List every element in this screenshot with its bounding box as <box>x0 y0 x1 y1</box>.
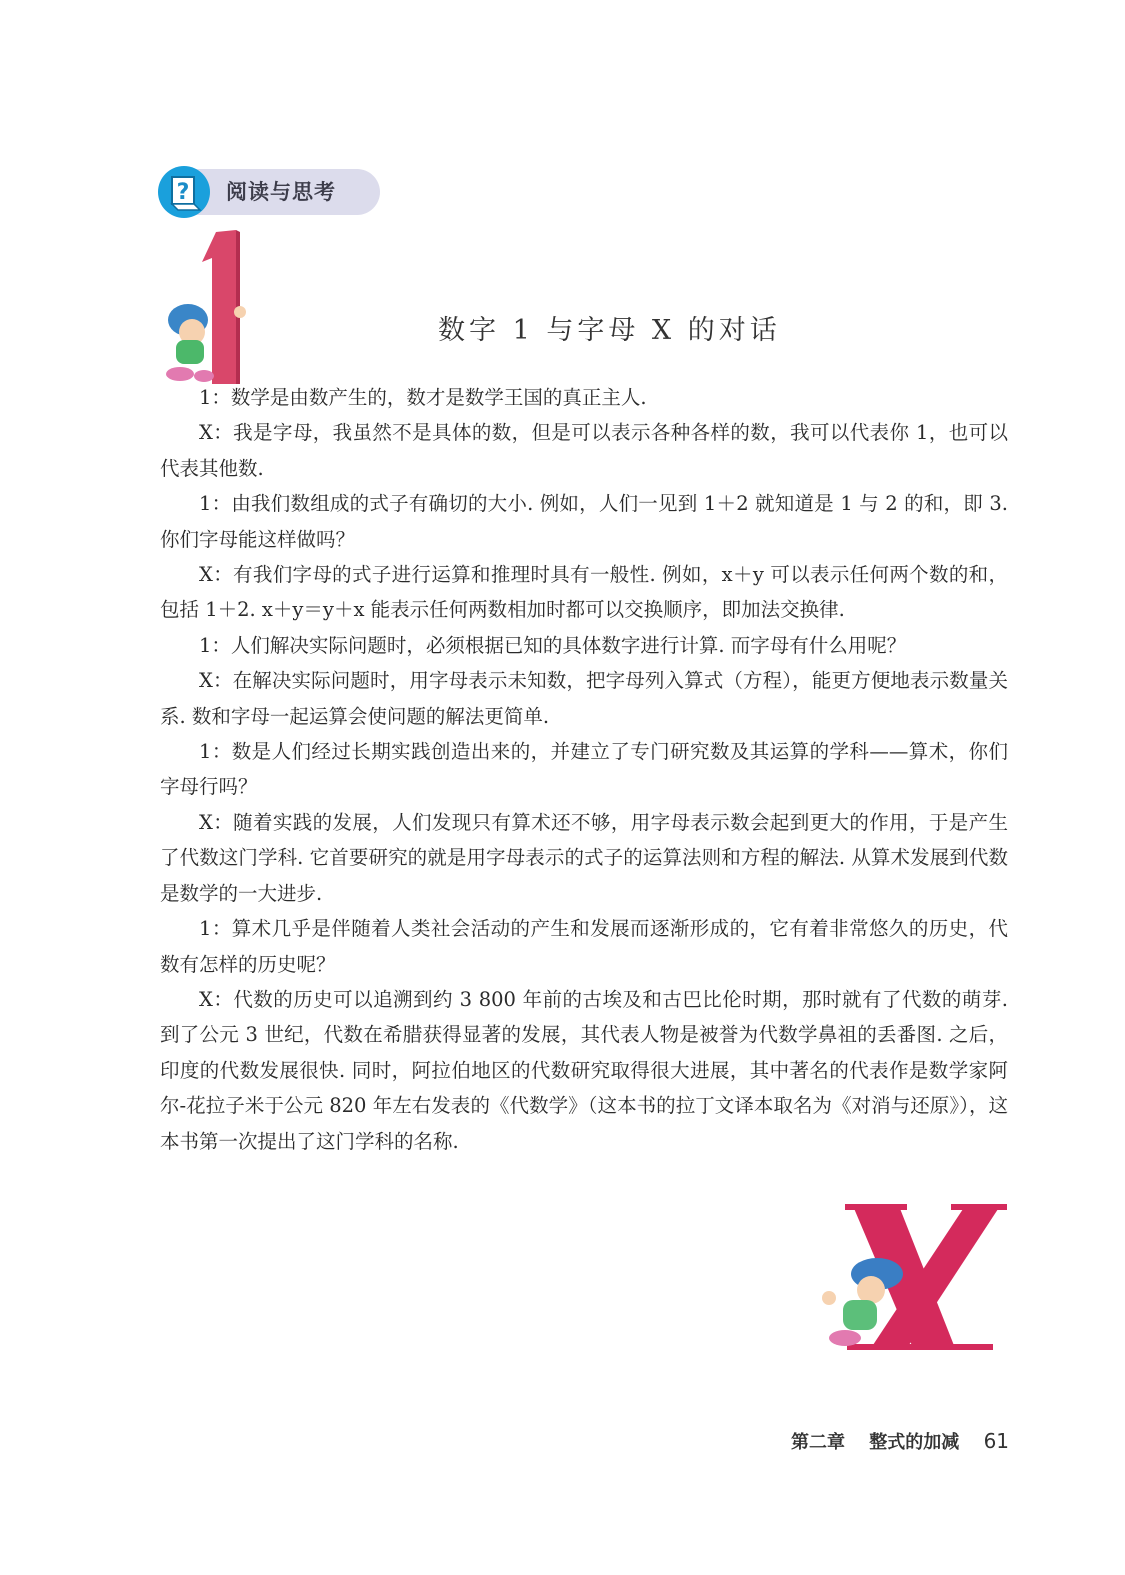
dialogue-paragraph: 1：数学是由数产生的，数才是数学王国的真正主人. <box>199 386 647 409</box>
dialogue-paragraph: X：有我们字母的式子进行运算和推理时具有一般性. 例如，x＋y 可以表示任何两个数的和，包括 1＋2. x＋y＝y＋x 能表示任何两数相加时都可以交换顺序，即加法交换律. <box>160 563 1008 622</box>
letter-x-illustration <box>815 1198 1015 1358</box>
dialogue-text <box>160 380 1008 1159</box>
page-footer <box>791 1428 1009 1454</box>
dialogue-paragraph: 1：人们解决实际问题时，必须根据已知的具体数字进行计算. 而字母有什么用呢？ <box>199 633 907 657</box>
chapter-title: 整式的加减 <box>869 1432 960 1453</box>
chapter-label: 第二章 <box>791 1432 845 1453</box>
dialogue-paragraph: 1：算术几乎是伴随着人类社会活动的产生和发展而逐渐形成的，它有着非常悠久的历史，代数有怎样的历史呢？ <box>160 917 1008 976</box>
dialogue-paragraph: X：在解决实际问题时，用字母表示未知数，把字母列入算式（方程），能更方便地表示数量关系. 数和字母一起运算会使问题的解法更简单. <box>160 669 1008 728</box>
dialogue-paragraph: 1：由我们数组成的式子有确切的大小. 例如，人们一见到 1＋2 就知道是 1 与 2 的和，即 3. 你们字母能这样做吗？ <box>160 492 1008 551</box>
dialogue-paragraph: X：我是字母，我虽然不是具体的数，但是可以表示各种各样的数，我可以代表你 1，也可以代表其他数. <box>160 421 1008 480</box>
numeral-one-illustration <box>158 228 258 388</box>
article-title: 数字 1 与字母 X 的对话 <box>438 315 781 346</box>
question-book-icon <box>158 166 210 218</box>
dialogue-paragraph: 1：数是人们经过长期实践创造出来的，并建立了专门研究数及其运算的学科——算术，你们字母行吗？ <box>160 740 1008 799</box>
page-number: 61 <box>983 1429 1010 1453</box>
svg-text:?: ? <box>176 180 190 205</box>
section-badge-label: 阅读与思考 <box>226 180 336 204</box>
section-badge <box>158 166 380 218</box>
dialogue-paragraph: X：随着实践的发展，人们发现只有算术还不够，用字母表示数会起到更大的作用，于是产生了代数这门学科. 它首要研究的就是用字母表示的式子的运算法则和方程的解法. 从算术发展到代数是数学的一大进步. <box>160 810 1008 905</box>
dialogue-paragraph: X：代数的历史可以追溯到约 3 800 年前的古埃及和古巴比伦时期，那时就有了代数的萌芽. 到了公元 3 世纪，代数在希腊获得显著的发展，其代表人物是被誉为代数学鼻祖的丢番图. 之后，印度的代数发展很快. 同时，阿拉伯地区的代数研究取得很大进展，其中著名的代表作是数学家阿尔-花拉子米于公元 820 年左右发表的《代数学》（这本书的拉丁文译本取名为《对消与还原》），这本书第一次提出了这门学科的名称. <box>160 987 1008 1153</box>
